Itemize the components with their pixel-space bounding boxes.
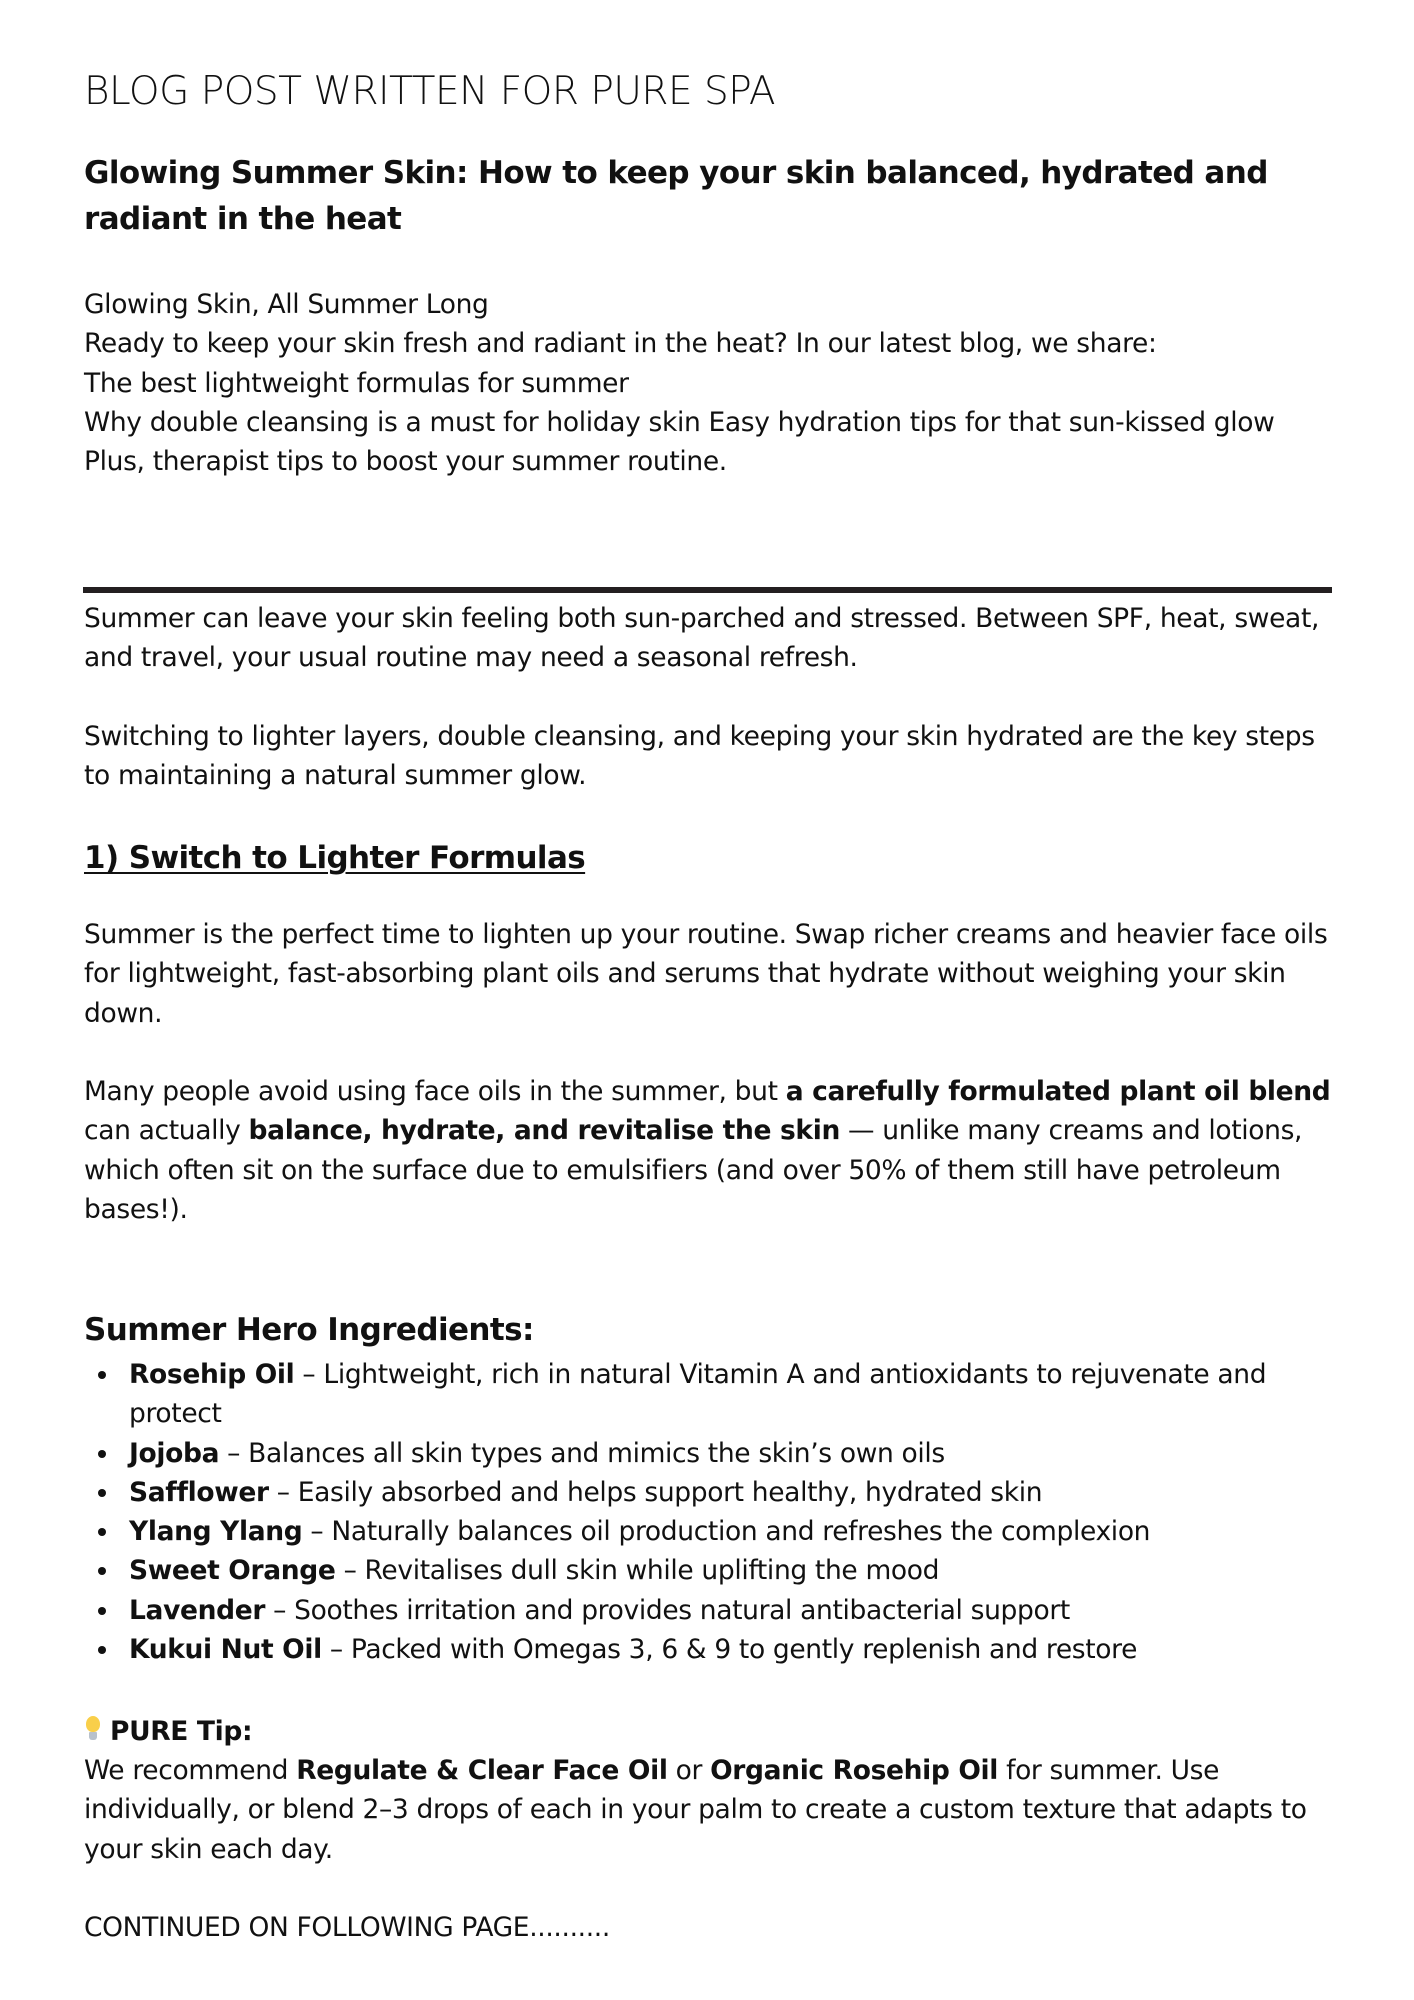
text-segment: for summer. Use individually, or blend 2–3 drops of each in your palm to create a custom texture that adapts to your skin each day. [84,1755,1307,1865]
intro-summary [84,285,1336,481]
intro-line: Ready to keep your skin fresh and radiant in the heat? In our latest blog, we share: [84,328,1157,360]
ingredient-name: Jojoba [129,1437,220,1469]
list-item [84,1473,1336,1512]
bold-phrase: a carefully formulated plant oil blend [785,1076,1331,1107]
ingredient-name: Kukui Nut Oil [129,1634,322,1666]
tip-heading-label: PURE Tip: [110,1716,253,1747]
list-item [84,1434,1336,1473]
bullet-icon [98,1489,106,1497]
list-item [84,1512,1336,1551]
list-item [84,1630,1336,1669]
bullet-icon [98,1567,106,1575]
intro-line: Why double cleansing is a must for holiday skin Easy hydration tips for that sun-kissed glow [84,406,1275,438]
section-divider [83,587,1332,593]
intro-line: Plus, therapist tips to boost your summer routine. [84,446,727,478]
bullet-icon [98,1607,106,1615]
text-segment: Many people avoid using face oils in the summer, but [84,1076,786,1107]
ingredient-description: – Lightweight, rich in natural Vitamin A and antioxidants to rejuvenate and protect [129,1359,1267,1430]
ingredients-heading: Summer Hero Ingredients: [84,1312,534,1348]
section-heading-lighter-formulas: 1) Switch to Lighter Formulas [84,840,586,876]
paragraph-summer-stress: Summer can leave your skin feeling both sun-parched and stressed. Between SPF, heat, sweat, and travel, your usual routine may need a seasonal refresh. [84,603,1320,674]
bulb-base [89,1732,97,1740]
ingredient-name: Lavender [129,1594,266,1626]
text-segment: We recommend [84,1755,297,1786]
ingredient-name: Rosehip Oil [129,1359,295,1390]
paragraph-key-steps: Switching to lighter layers, double cleansing, and keeping your skin hydrated are the key steps to maintaining a natural summer glow. [84,721,1315,792]
lightbulb-icon [84,1716,102,1744]
bullet-icon [98,1450,106,1458]
list-item [84,1591,1336,1630]
ingredient-name: Ylang Ylang [129,1516,303,1548]
continued-notice: CONTINUED ON FOLLOWING PAGE.......... [84,1912,610,1943]
ingredient-name: Sweet Orange [129,1555,336,1587]
bulb-glass [86,1716,100,1732]
blog-post-title: Glowing Summer Skin: How to keep your skin balanced, hydrated and radiant in the heat [84,155,1268,237]
ingredient-name: Safflower [129,1476,269,1508]
intro-line: The best lightweight formulas for summer [84,367,629,399]
text-segment: or [667,1755,711,1786]
bold-phrase: balance, hydrate, and revitalise the skin [248,1115,840,1147]
tip-paragraph [84,1751,1336,1869]
ingredient-description: – Soothes irritation and provides natural antibacterial support [265,1594,1070,1626]
bullet-icon [98,1646,106,1654]
product-name: Organic Rosehip Oil [710,1755,999,1786]
list-item [84,1355,1336,1434]
document-title: BLOG POST WRITTEN FOR PURE SPA [84,69,775,114]
ingredient-description: – Balances all skin types and mimics the skin’s own oils [219,1437,945,1469]
ingredient-description: – Easily absorbed and helps support healthy, hydrated skin [268,1476,1043,1508]
product-name: Regulate & Clear Face Oil [296,1755,668,1786]
ingredient-description: – Naturally balances oil production and refreshes the complexion [302,1516,1151,1548]
text-segment: — unlike many creams and lotions, which often sit on the surface due to emulsifiers (and over 50% of them still have petroleum bases!). [84,1115,1303,1225]
ingredient-description: – Packed with Omegas 3, 6 & 9 to gently replenish and restore [321,1634,1138,1666]
list-item [84,1551,1336,1590]
tip-heading [84,1712,252,1751]
paragraph-lighten-routine: Summer is the perfect time to lighten up your routine. Swap richer creams and heavier face oils for lightweight, fast-absorbing plant oils and serums that hydrate without weighing your skin down. [84,919,1328,1029]
intro-line: Glowing Skin, All Summer Long [84,289,489,320]
paragraph-face-oils [84,1072,1336,1229]
ingredients-list [84,1355,1336,1669]
ingredient-description: – Revitalises dull skin while uplifting the mood [335,1555,940,1587]
bullet-icon [98,1528,106,1536]
text-segment: can actually [84,1115,249,1147]
bullet-icon [98,1371,106,1379]
